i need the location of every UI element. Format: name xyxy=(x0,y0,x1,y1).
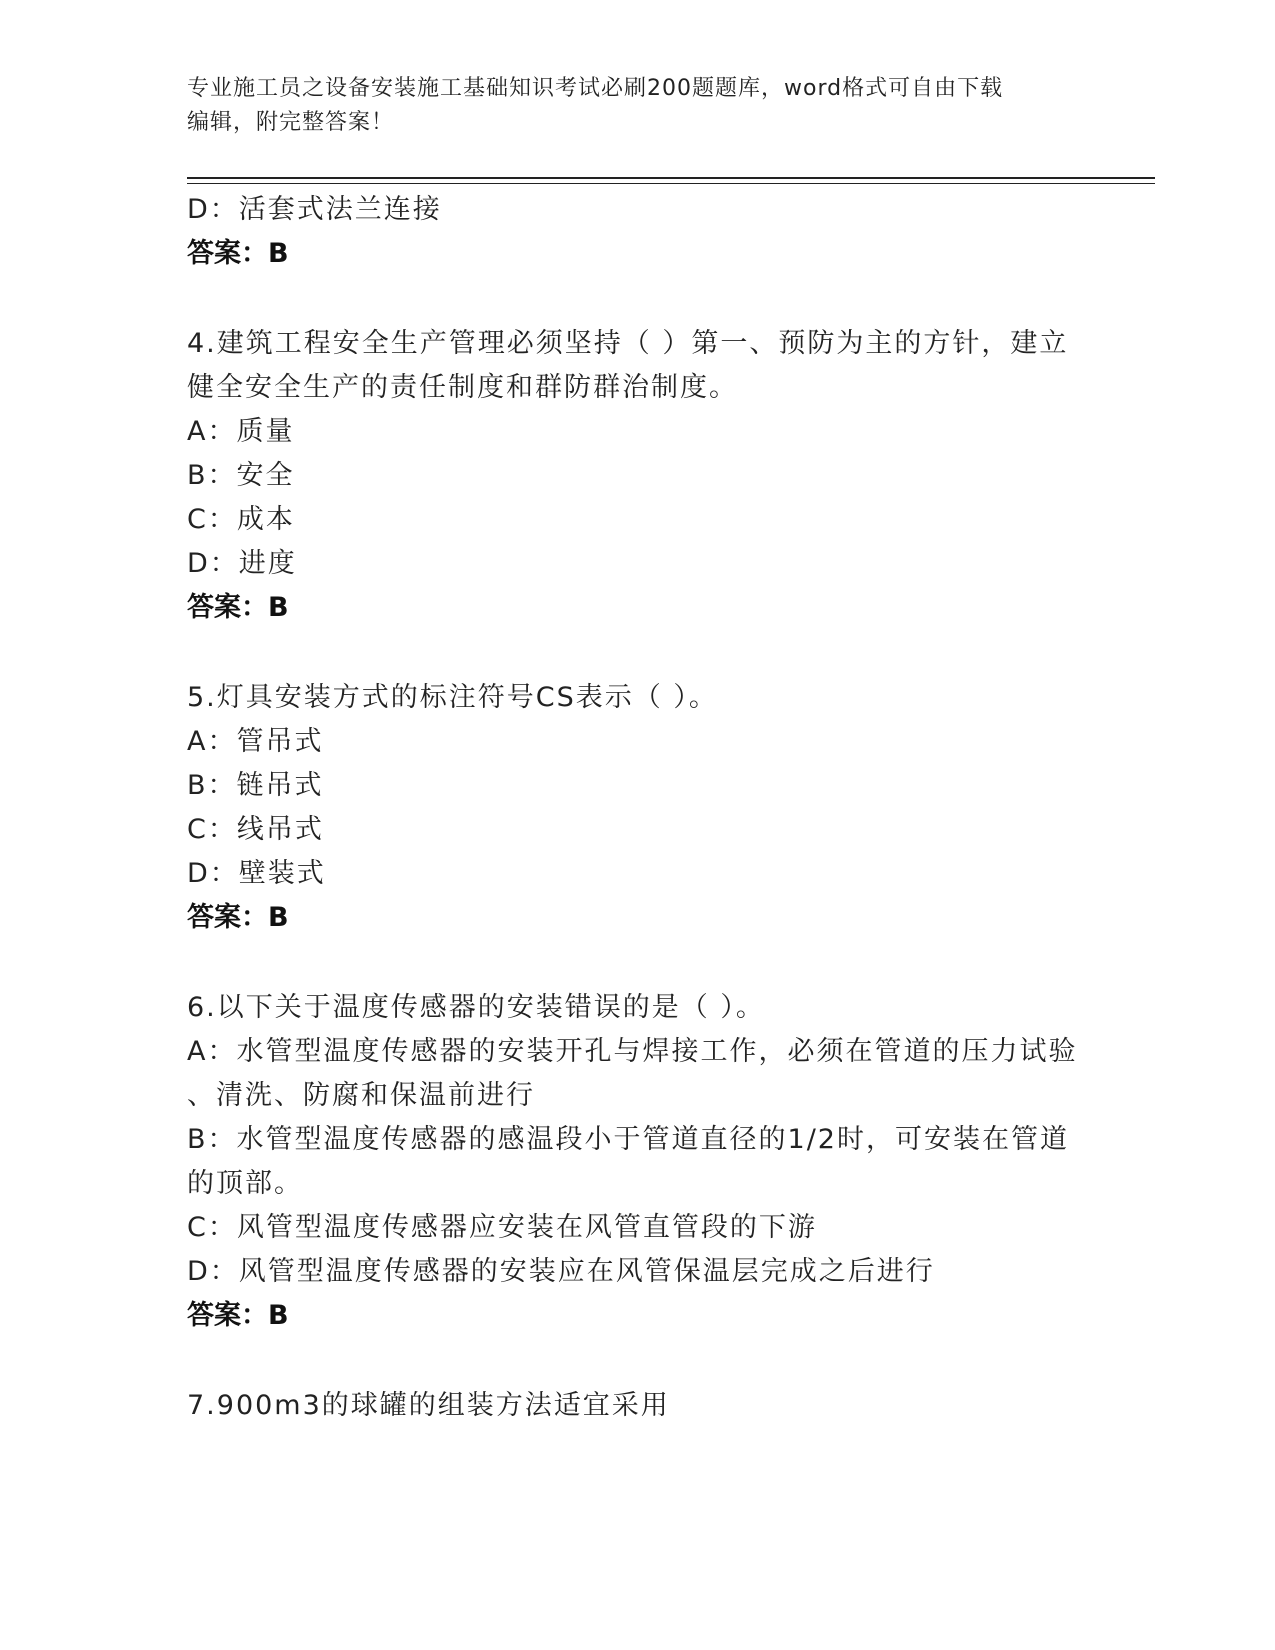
q6-option-d: D：风管型温度传感器的安装应在风管保温层完成之后进行 xyxy=(187,1256,935,1287)
q5-option-b: B：链吊式 xyxy=(187,770,324,801)
q4-option-a: A：质量 xyxy=(187,416,295,447)
q6-question: 6.以下关于温度传感器的安装错误的是（ ）。 xyxy=(187,992,765,1023)
q4-option-c: C：成本 xyxy=(187,504,295,535)
q4-question-line-1: 4.建筑工程安全生产管理必须坚持（ ）第一、预防为主的方针，建立 xyxy=(187,328,1069,359)
q6-option-b-line-1: B：水管型温度传感器的感温段小于管道直径的1/2时，可安装在管道 xyxy=(187,1124,1069,1155)
q4-option-d: D：进度 xyxy=(187,548,297,579)
q6-option-a-line-1: A：水管型温度传感器的安装开孔与焊接工作，必须在管道的压力试验 xyxy=(187,1036,1078,1067)
header-title-line-1: 专业施工员之设备安装施工基础知识考试必刷200题题库，word格式可自由下载 xyxy=(187,76,1004,101)
q3-answer: 答案：B xyxy=(187,238,289,269)
q6-option-a-line-2: 、清洗、防腐和保温前进行 xyxy=(187,1080,535,1111)
q5-option-d: D：壁装式 xyxy=(187,858,326,889)
q7-question: 7.900m3的球罐的组装方法适宜采用 xyxy=(187,1390,670,1421)
q5-question: 5.灯具安装方式的标注符号CS表示（ ）。 xyxy=(187,682,718,713)
header-title-line-2: 编辑，附完整答案！ xyxy=(187,110,395,135)
q5-option-a: A：管吊式 xyxy=(187,726,324,757)
q6-option-c: C：风管型温度传感器应安装在风管直管段的下游 xyxy=(187,1212,817,1243)
q5-option-c: C：线吊式 xyxy=(187,814,324,845)
q4-question-line-2: 健全安全生产的责任制度和群防群治制度。 xyxy=(187,372,738,403)
q4-answer: 答案：B xyxy=(187,592,289,623)
document-header xyxy=(187,72,1087,140)
q3-option-d: D：活套式法兰连接 xyxy=(187,194,442,225)
q6-option-b-line-2: 的顶部。 xyxy=(187,1168,303,1199)
q5-answer: 答案：B xyxy=(187,902,289,933)
header-divider-thick xyxy=(187,177,1155,179)
header-divider-thin xyxy=(187,183,1155,184)
q4-option-b: B：安全 xyxy=(187,460,295,491)
q6-answer: 答案：B xyxy=(187,1300,289,1331)
